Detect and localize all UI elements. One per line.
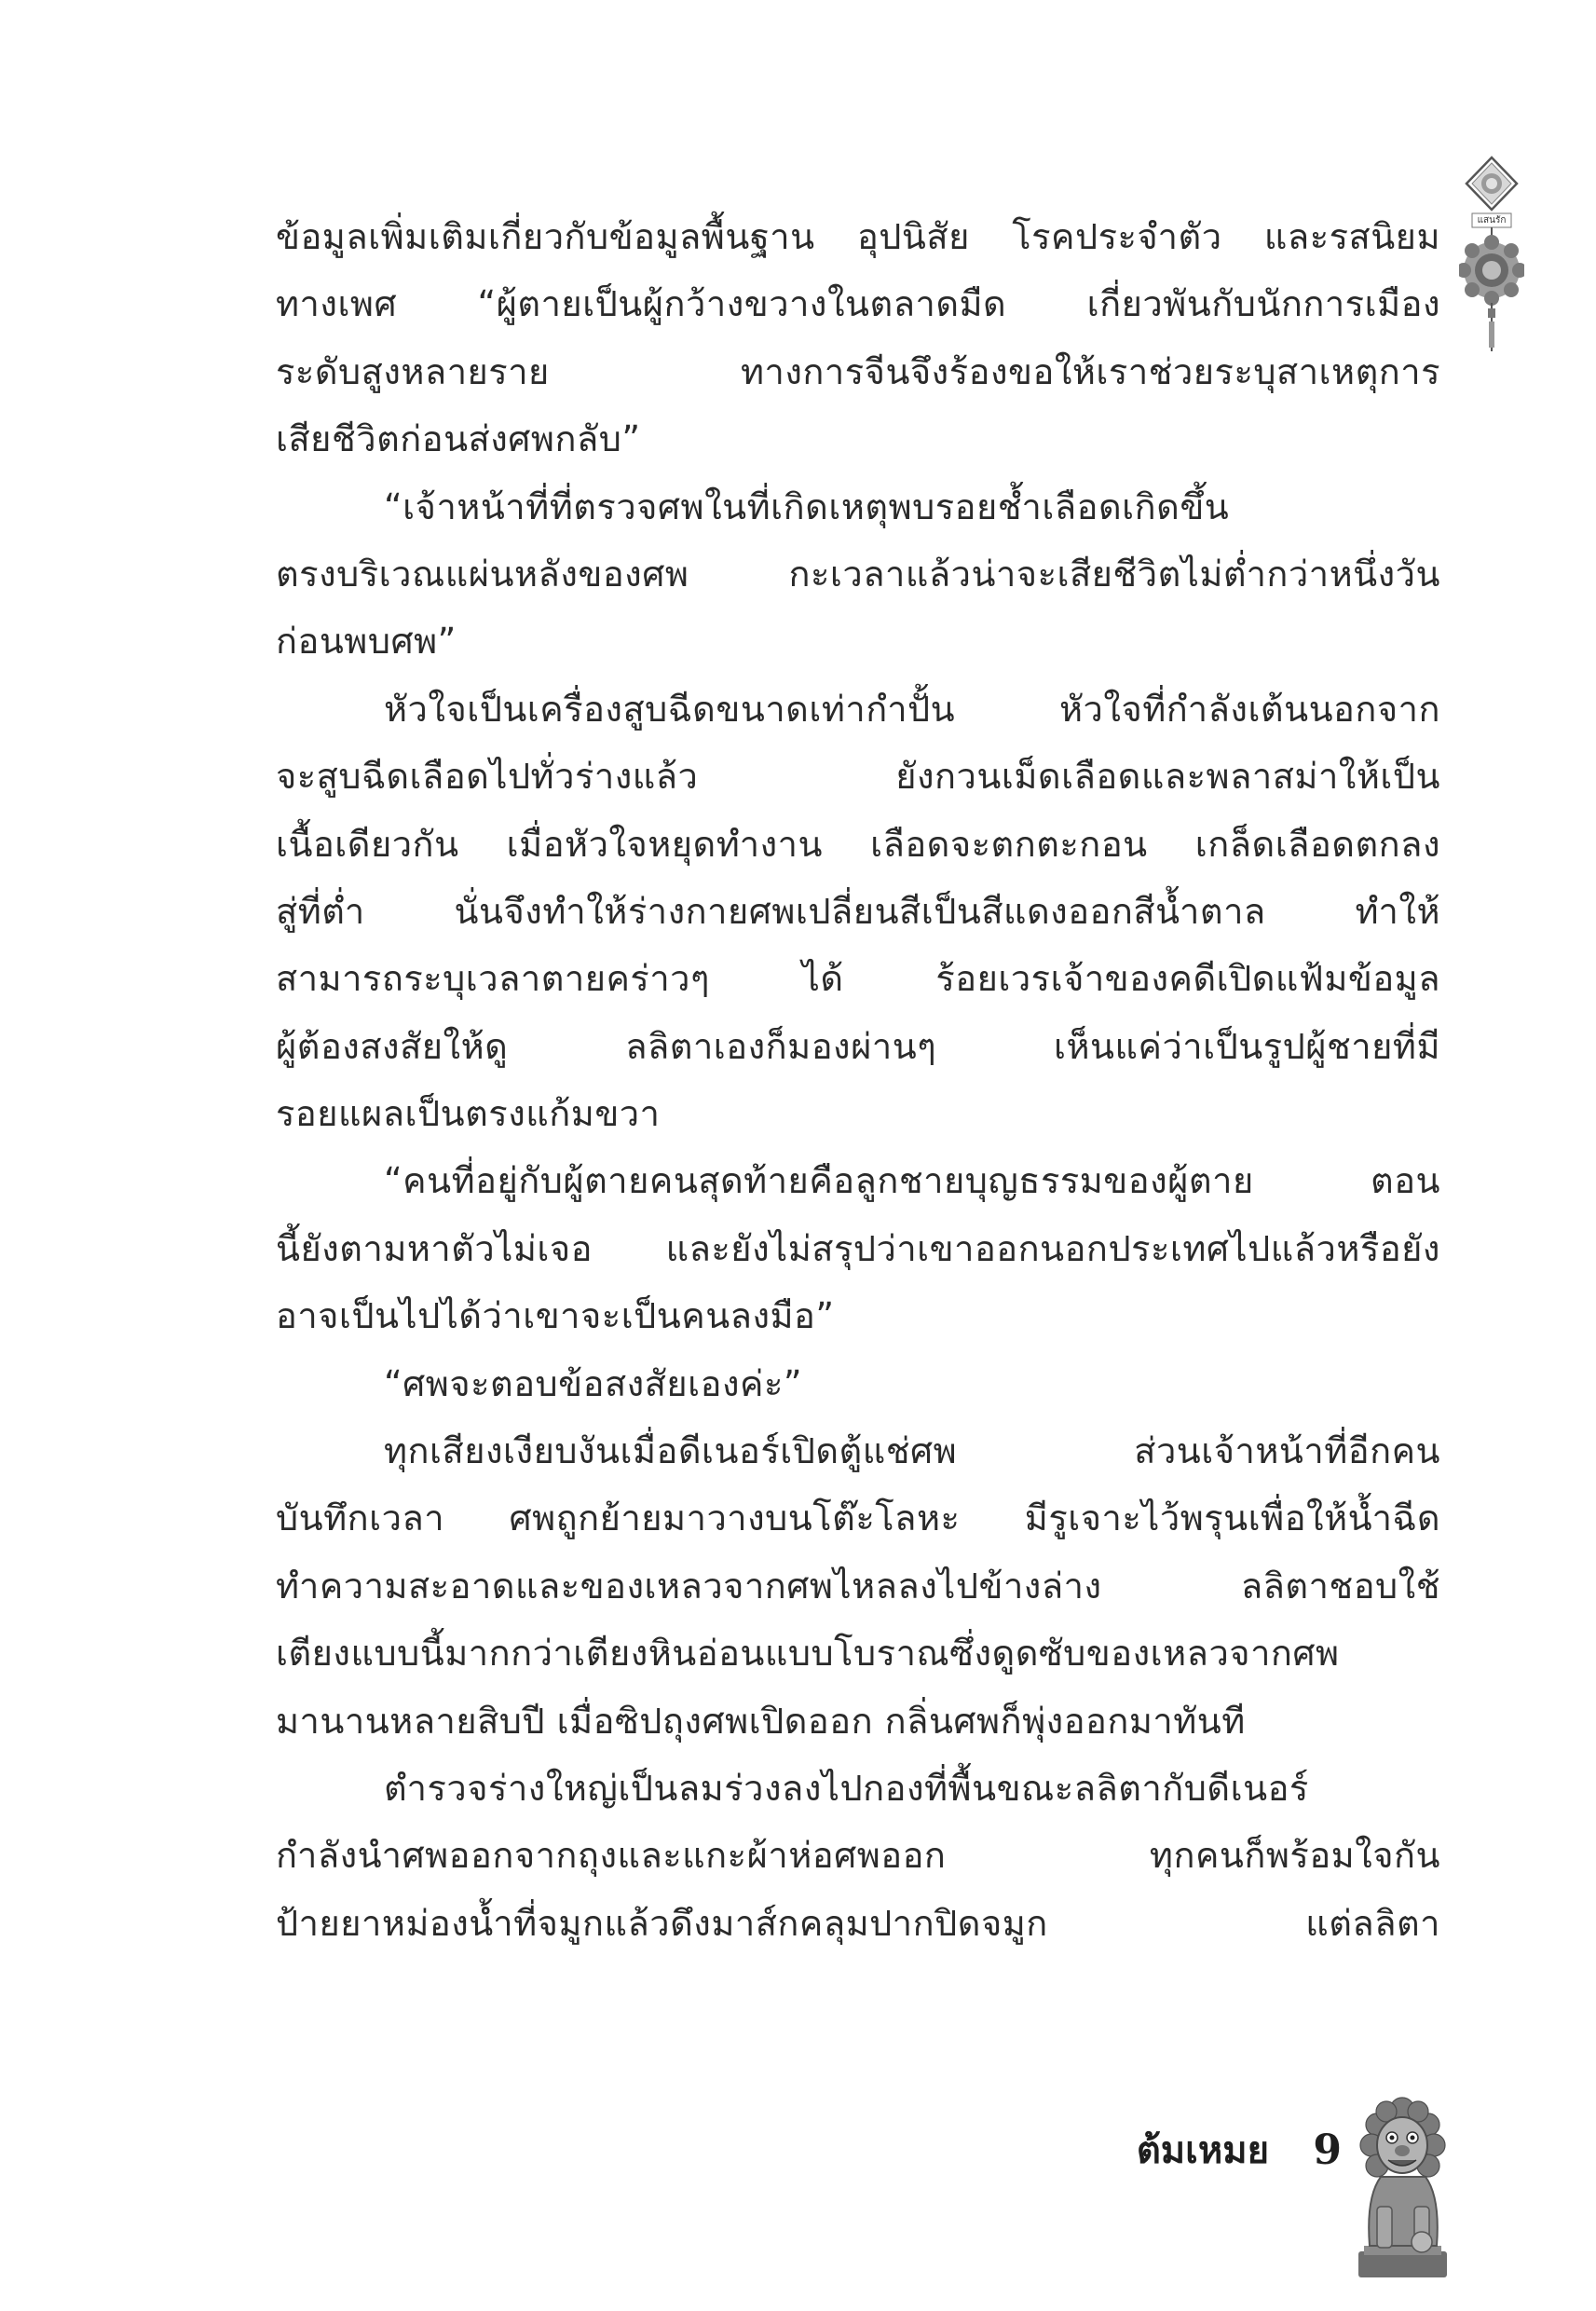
guardian-lion-icon xyxy=(1349,2085,1456,2281)
text-line: เนื้อเดียวกัน เมื่อหัวใจหยุดทำงาน เลือดจะตกตะกอน เกล็ดเลือดตกลง xyxy=(276,823,1440,865)
text-line: ป้ายยาหม่องน้ำที่จมูกแล้วดึงมาส์กคลุมปากปิดจมูก แต่ลลิตา xyxy=(276,1902,1440,1944)
text-line: สู่ที่ต่ำ นั่นจึงทำให้ร่างกายศพเปลี่ยนสีเป็นสีแดงออกสีน้ำตาล ทำให้ xyxy=(276,890,1440,932)
page-footer xyxy=(1099,2123,1342,2179)
text-line: เตียงแบบนี้มากกว่าเตียงหินอ่อนแบบโบราณซึ่งดูดซับของเหลวจากศพ xyxy=(276,1633,1340,1675)
book-title: ต้มเหมย xyxy=(1136,2128,1269,2172)
text-line: “เจ้าหน้าที่ที่ตรวจศพในที่เกิดเหตุพบรอยช้ำเลือดเกิดขึ้น xyxy=(384,485,1230,527)
text-line: ทำความสะอาดและของเหลวจากศพไหลลงไปข้างล่าง ลลิตาชอบใช้ xyxy=(276,1565,1440,1607)
text-line: อาจเป็นไปได้ว่าเขาจะเป็นคนลงมือ” xyxy=(276,1295,835,1337)
text-line: ก่อนพบศพ” xyxy=(276,621,457,663)
body-text xyxy=(276,203,1440,1957)
text-line: ข้อมูลเพิ่มเติมเกี่ยวกับข้อมูลพื้นฐาน อุปนิสัย โรคประจำตัว และรสนิยม xyxy=(276,216,1440,257)
text-line: ทางเพศ “ผู้ตายเป็นผู้กว้างขวางในตลาดมืด เกี่ยวพันกับนักการเมือง xyxy=(276,283,1440,325)
text-line: ระดับสูงหลายราย ทางการจีนจึงร้องขอให้เราช่วยระบุสาเหตุการ xyxy=(276,350,1440,392)
text-line: “คนที่อยู่กับผู้ตายคนสุดท้ายคือลูกชายบุญธรรมของผู้ตาย ตอน xyxy=(384,1160,1440,1202)
text-line: จะสูบฉีดเลือดไปทั่วร่างแล้ว ยังกวนเม็ดเลือดและพลาสม่าให้เป็น xyxy=(276,756,1440,798)
ornament-label: แสนรัก xyxy=(1477,215,1507,226)
text-line: ทุกเสียงเงียบงันเมื่อดีเนอร์เปิดตู้แช่ศพ ส่วนเจ้าหน้าที่อีกคน xyxy=(384,1430,1440,1472)
text-line: เสียชีวิตก่อนส่งศพกลับ” xyxy=(276,418,641,460)
text-line: “ศพจะตอบข้อสงสัยเองค่ะ” xyxy=(384,1362,803,1404)
text-line: รอยแผลเป็นตรงแก้มขวา xyxy=(276,1093,661,1135)
text-line: มานานหลายสิบปี เมื่อซิปถุงศพเปิดออก กลิ่นศพก็พุ่งออกมาทันที xyxy=(276,1700,1246,1742)
chinese-knot-ornament-icon xyxy=(1459,154,1524,354)
text-line: ตรงบริเวณแผ่นหลังของศพ กะเวลาแล้วน่าจะเสียชีวิตไม่ต่ำกว่าหนึ่งวัน xyxy=(276,553,1440,595)
text-line: หัวใจเป็นเครื่องสูบฉีดขนาดเท่ากำปั้น หัวใจที่กำลังเต้นนอกจาก xyxy=(384,688,1440,730)
text-line: กำลังนำศพออกจากถุงและแกะผ้าห่อศพออก ทุกคนก็พร้อมใจกัน xyxy=(276,1835,1440,1877)
text-line: นี้ยังตามหาตัวไม่เจอ และยังไม่สรุปว่าเขาออกนอกประเทศไปแล้วหรือยัง xyxy=(276,1227,1440,1269)
text-line: บันทึกเวลา ศพถูกย้ายมาวางบนโต๊ะโลหะ มีรูเจาะไว้พรุนเพื่อให้น้ำฉีด xyxy=(276,1497,1440,1539)
text-line: ตำรวจร่างใหญ่เป็นลมร่วงลงไปกองที่พื้นขณะลลิตากับดีเนอร์ xyxy=(384,1767,1309,1809)
text-line: ผู้ต้องสงสัยให้ดู ลลิตาเองก็มองผ่านๆ เห็นแค่ว่าเป็นรูปผู้ชายที่มี xyxy=(276,1025,1440,1067)
page-number: 9 xyxy=(1313,2126,1342,2174)
text-line: สามารถระบุเวลาตายคร่าวๆ ได้ ร้อยเวรเจ้าของคดีเปิดแฟ้มข้อมูล xyxy=(276,958,1440,1000)
